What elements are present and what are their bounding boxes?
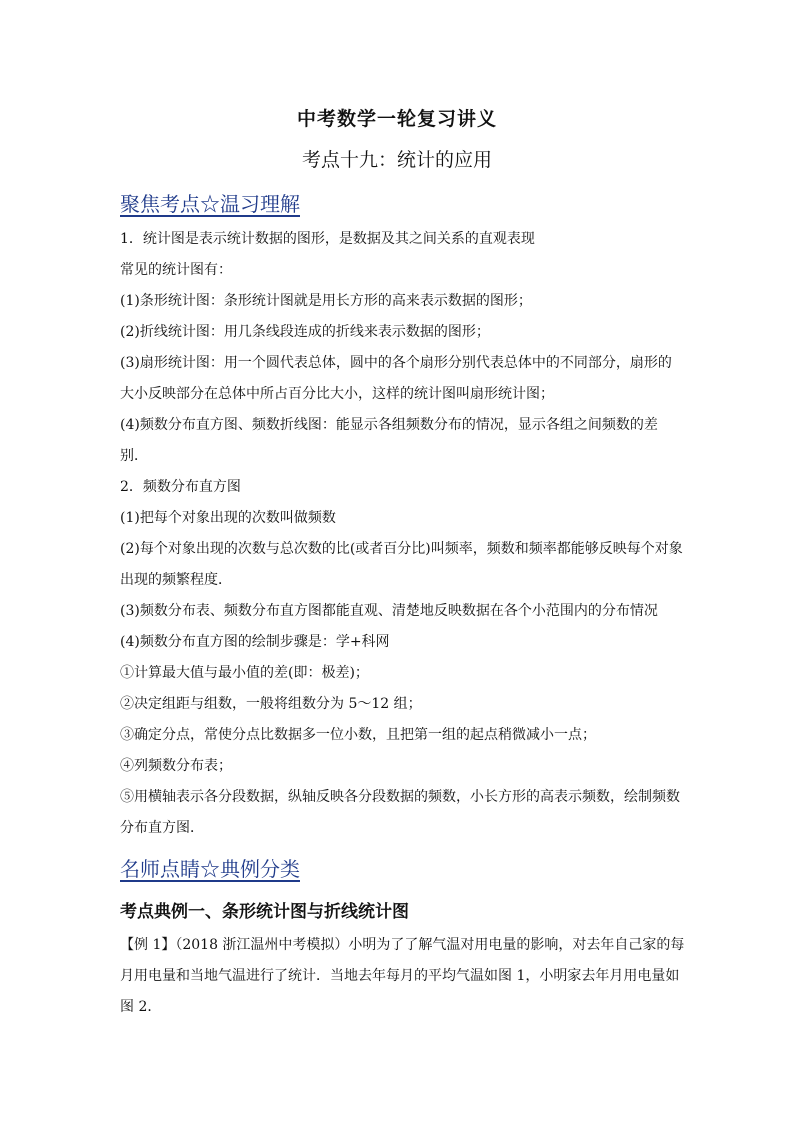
paragraph-line: (2)每个对象出现的次数与总次数的比(或者百分比)叫频率，频数和频率都能够反映每个对象 bbox=[120, 541, 683, 557]
document-subtitle: 考点十九：统计的应用 bbox=[301, 149, 492, 171]
paragraph-line: 出现的频繁程度． bbox=[120, 572, 232, 588]
paragraph-line: ②决定组距与组数，一般将组数分为 5～12 组； bbox=[120, 696, 422, 712]
paragraph-line: (4)频数分布直方图的绘制步骤是：学+科网 bbox=[120, 634, 390, 650]
paragraph-line: ①计算最大值与最小值的差(即：极差)； bbox=[120, 665, 369, 681]
document-title: 中考数学一轮复习讲义 bbox=[296, 108, 497, 130]
section-heading-review: 聚焦考点☆温习理解 bbox=[120, 192, 300, 216]
paragraph-line: 常见的统计图有： bbox=[120, 262, 232, 278]
paragraph-line: (2)折线统计图：用几条线段连成的折线来表示数据的图形； bbox=[120, 324, 490, 340]
paragraph-line: (3)频数分布表、频数分布直方图都能直观、清楚地反映数据在各个小范围内的分布情况 bbox=[120, 603, 658, 619]
paragraph-line: ③确定分点，常使分点比数据多一位小数，且把第一组的起点稍微减小一点； bbox=[120, 727, 596, 743]
section-heading-examples: 名师点睛☆典例分类 bbox=[120, 857, 300, 881]
example-heading: 考点典例一、条形统计图与折线统计图 bbox=[120, 902, 409, 922]
paragraph-line: ⑤用横轴表示各分段数据，纵轴反映各分段数据的频数，小长方形的高表示频数，绘制频数 bbox=[120, 789, 680, 805]
paragraph-line: (4)频数分布直方图、频数折线图：能显示各组频数分布的情况，显示各组之间频数的差 bbox=[120, 417, 658, 433]
paragraph-line: (1)把每个对象出现的次数叫做频数 bbox=[120, 510, 336, 526]
paragraph-line: (3)扇形统计图：用一个圆代表总体，圆中的各个扇形分别代表总体中的不同部分，扇形的 bbox=[120, 355, 672, 371]
paragraph-line: (1)条形统计图：条形统计图就是用长方形的高来表示数据的图形； bbox=[120, 293, 532, 309]
paragraph-line: ④列频数分布表； bbox=[120, 758, 232, 774]
example-line: 【例 1】（2018 浙江温州中考模拟）小明为了了解气温对用电量的影响，对去年自己家的每 bbox=[120, 937, 685, 953]
paragraph-line: 分布直方图． bbox=[120, 820, 204, 836]
example-line: 图 2． bbox=[120, 999, 162, 1015]
example-line: 月用电量和当地气温进行了统计．当地去年每月的平均气温如图 1，小明家去年月用电量如 bbox=[120, 968, 680, 984]
paragraph-line: 1．统计图是表示统计数据的图形，是数据及其之间关系的直观表现 bbox=[120, 231, 535, 247]
paragraph-line: 大小反映部分在总体中所占百分比大小，这样的统计图叫扇形统计图； bbox=[120, 386, 554, 402]
paragraph-line: 别． bbox=[120, 448, 148, 464]
paragraph-line: 2．频数分布直方图 bbox=[120, 479, 241, 495]
